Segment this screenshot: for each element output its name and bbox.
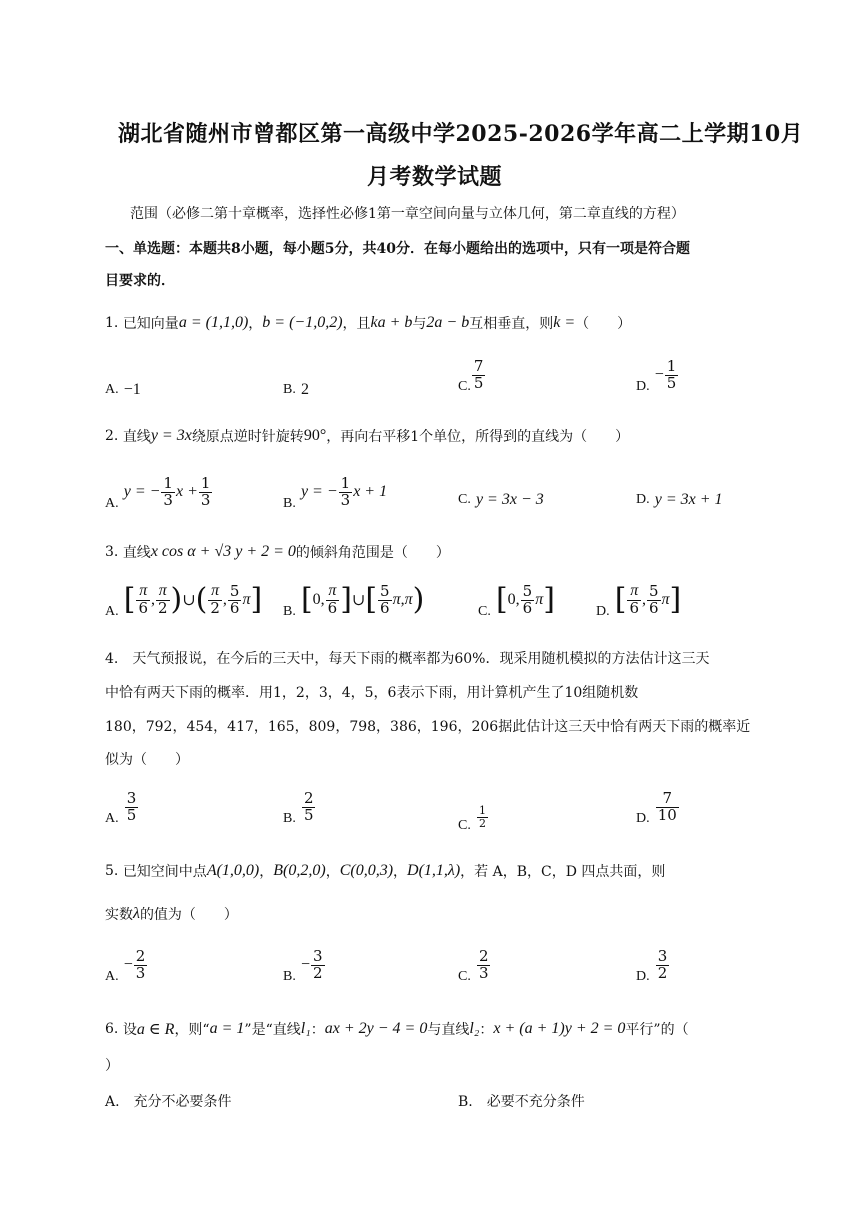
q2-option-b[interactable]: [283, 472, 387, 512]
q5-point-c: C(0,0,3): [339, 862, 394, 879]
q3-a-lb: [: [123, 582, 136, 617]
q1-option-d[interactable]: [636, 355, 679, 395]
q3-a-f2-num: π: [158, 582, 167, 600]
q1-option-d-fraction: [665, 356, 679, 392]
q5-option-a-label: A.: [105, 969, 119, 984]
q5-b-num: 3: [312, 946, 323, 965]
q3-b-pi-1: π: [392, 591, 401, 608]
q5-option-d[interactable]: [636, 945, 670, 985]
q2-option-d-value: y = 3x + 1: [654, 490, 723, 508]
q3-b-f1-num: π: [328, 582, 337, 600]
q1-number: 1.: [105, 315, 119, 331]
q6-text-3: ”是“直线: [244, 1022, 301, 1038]
q3-c-lb: [: [495, 582, 508, 617]
q5-c-den: 3: [478, 963, 489, 982]
q5-point-d: D(1,1,λ): [407, 862, 461, 879]
q2-a-f1-den: 3: [163, 490, 173, 509]
q6-line-1-eq: ax + 2y − 4 = 0: [324, 1020, 428, 1037]
q3-d-rb: ]: [669, 582, 682, 617]
q6-expr-2: a = 1: [209, 1020, 245, 1037]
q5-option-b[interactable]: [283, 945, 326, 985]
q3-a-cup: ∪: [182, 592, 196, 609]
q1-option-c[interactable]: [458, 355, 486, 395]
q5-option-c[interactable]: [458, 945, 491, 985]
q4-a-num: 3: [126, 788, 137, 807]
q3-b-f2: [378, 581, 392, 617]
q1-text-1: 已知向量: [122, 316, 179, 332]
q3-a-f4: [228, 581, 242, 617]
q1-text-3: 与: [412, 316, 427, 332]
q6-line-2-eq: x + (a + 1)y + 2 = 0: [493, 1020, 626, 1037]
q4-d-frac: [656, 788, 679, 824]
q2-a-frac-1: [161, 473, 175, 509]
q3-c-pi: π: [535, 591, 544, 608]
q2-a-f2-num: 1: [200, 473, 211, 492]
q4-option-c-label: C.: [458, 818, 471, 833]
q2-option-b-label: B.: [283, 496, 296, 511]
q3-option-a-label: A.: [105, 604, 119, 619]
q4-c-num: 1: [478, 803, 486, 817]
q6-colon-1: ：: [310, 1022, 325, 1038]
q4-b-den: 5: [303, 805, 314, 824]
q1-d-den: 5: [666, 373, 677, 392]
q5-option-b-label: B.: [283, 969, 296, 984]
question-2-stem: [105, 426, 629, 446]
q3-b-f1-den: 6: [327, 599, 338, 618]
q3-text-2: 的倾斜角范围是（ ）: [295, 545, 450, 561]
q1-text-4: 互相垂直，则: [469, 316, 554, 332]
q3-a-f4-den: 6: [229, 598, 240, 617]
q4-a-den: 5: [126, 805, 137, 824]
q3-a-f3-den: 2: [210, 599, 220, 618]
q2-equation: y = 3x: [150, 427, 192, 444]
q3-equation: x cos α + √3 y + 2 = 0: [150, 543, 296, 560]
q3-b-comma-1: ,: [320, 591, 325, 608]
q5-d-num: 3: [657, 946, 668, 965]
q6-line-1-name: l₁: [300, 1020, 311, 1037]
q6-line-2-name: l₂: [469, 1020, 480, 1037]
q3-option-d-label: D.: [596, 604, 610, 619]
q3-b-f2-num: 5: [380, 581, 390, 600]
q2-b-frac: [339, 473, 353, 509]
q5-a-num: 2: [135, 946, 146, 965]
q3-c-comma: ,: [515, 591, 520, 608]
q2-option-a-label: A.: [105, 496, 119, 511]
q6-text-2: ，则“: [174, 1022, 210, 1038]
q2-b-f-num: 1: [340, 473, 351, 492]
q5-option-c-label: C.: [458, 969, 471, 984]
question-5-stem: [105, 861, 665, 881]
q4-b-num: 2: [303, 788, 314, 807]
q5-text-2: ，若 A，B，C，D 四点共面，则: [460, 864, 666, 880]
q3-d-comma: ,: [641, 591, 646, 608]
q3-number: 3.: [105, 544, 119, 560]
q1-paren: （ ）: [575, 316, 632, 332]
q1-option-c-label: C.: [458, 379, 471, 394]
q1-option-b-value: 2: [300, 380, 309, 398]
q2-option-d-label: D.: [636, 491, 650, 507]
q3-d-f2-den: 6: [648, 598, 659, 617]
section-heading-line-1: 一、单选题：本题共8小题，每小题5分，共40分．在每小题给出的选项中，只有一项是符合题: [105, 241, 690, 257]
q1-option-a-value: −1: [123, 380, 141, 398]
q5-text-3: 实数: [105, 907, 133, 923]
q3-b-cup: ∪: [351, 592, 366, 609]
q4-option-d[interactable]: [636, 787, 680, 827]
q6-close-paren: ）: [105, 1058, 119, 1074]
q3-a-f3: [208, 583, 222, 617]
q1-c-den: 5: [473, 373, 484, 392]
q3-a-rb: ]: [250, 582, 263, 617]
q3-c-f1-num: 5: [522, 581, 533, 600]
q3-b-pi-2: π: [404, 591, 413, 608]
q3-option-c[interactable]: [478, 580, 555, 620]
q3-d-pi: π: [661, 591, 670, 608]
question-6-stem: [105, 1019, 689, 1039]
q5-b-sign: −: [300, 956, 310, 973]
q3-b-lb-1: [: [300, 582, 313, 617]
q4-b-frac: [302, 788, 316, 824]
q1-k: k =: [553, 314, 576, 331]
q5-point-a: A(1,0,0): [206, 862, 260, 879]
q3-a-rp: ): [170, 582, 183, 617]
q1-d-sign: −: [654, 366, 664, 383]
q2-option-a[interactable]: [105, 472, 213, 512]
q3-a-f1: [136, 583, 150, 617]
q3-b-rp: ): [412, 582, 425, 617]
q3-c-f1: [521, 581, 535, 617]
q5-a-frac: [134, 946, 148, 982]
title-line-1: 湖北省随州市曾都区第一高级中学2025-2026学年高二上学期10月: [118, 121, 804, 147]
q2-option-d[interactable]: [636, 490, 723, 509]
q1-expr-2: 2a − b: [426, 314, 470, 331]
q3-a-comma-1: ,: [150, 591, 155, 608]
q4-option-b-label: B.: [283, 811, 296, 826]
q3-a-pi: π: [242, 591, 251, 608]
q6-text-5: 平行”的（: [625, 1022, 689, 1038]
q5-option-d-label: D.: [636, 969, 650, 984]
q4-a-frac: [125, 788, 139, 824]
q5-b-frac: [311, 946, 325, 982]
q1-d-num: 1: [666, 356, 677, 375]
q3-b-lb-2: [: [365, 582, 378, 617]
q5-c-frac: [477, 946, 491, 982]
q3-d-lb: [: [614, 582, 627, 617]
q3-b-zero: 0: [312, 591, 321, 608]
q1-option-b-label: B.: [283, 381, 296, 397]
q1-expr-1: ka + b: [370, 314, 413, 331]
q3-d-f1-den: 6: [629, 599, 639, 618]
q3-b-f2-den: 6: [380, 598, 390, 617]
q4-line-1: 4. 天气预报说，在今后的三天中，每天下雨的概率都为60%．现采用随机模拟的方法估计这三天: [105, 651, 710, 667]
q2-number: 2.: [105, 428, 119, 444]
question-1-stem: [105, 313, 631, 333]
q5-point-b: B(0,2,0): [273, 862, 326, 879]
q2-angle: 90°: [303, 427, 327, 444]
q6-expr-1: a ∈ R: [136, 1021, 175, 1038]
q2-a-frac-2: [199, 473, 213, 509]
q3-a-f1-num: π: [139, 582, 148, 600]
q4-line-3: 180，792，454，417，165，809，798，386，196，206据此估计这三天中恰有两天下雨的概率近: [105, 719, 751, 735]
q1-c-num: 7: [473, 356, 484, 375]
q4-option-c[interactable]: [458, 800, 489, 834]
q3-b-comma-2: ,: [400, 591, 405, 608]
q1-text-2: ，且: [342, 316, 371, 332]
q3-b-f1: [326, 583, 340, 617]
q2-text-1: 直线: [122, 429, 151, 445]
q5-c-num: 2: [478, 946, 489, 965]
title-line-2: 月考数学试题: [367, 164, 503, 190]
q3-option-c-label: C.: [478, 604, 491, 619]
section-heading-line-2: 目要求的．: [105, 273, 175, 289]
q2-option-c[interactable]: [458, 490, 544, 509]
q4-c-frac: [477, 805, 488, 829]
q6-colon-2: ：: [479, 1022, 494, 1038]
q2-a-f2-den: 3: [200, 490, 211, 509]
q2-text-2: 绕原点逆时针旋转: [191, 429, 304, 445]
q3-a-f2-den: 2: [157, 599, 168, 618]
q5-option-a[interactable]: [105, 945, 148, 985]
q4-c-den: 2: [478, 816, 486, 830]
q3-a-comma-2: ,: [222, 591, 227, 608]
q4-option-d-label: D.: [636, 811, 650, 826]
q4-option-a-label: A.: [105, 811, 119, 826]
q3-b-rb-1: ]: [340, 582, 352, 617]
scope-note: 范围（必修二第十章概率，选择性必修1第一章空间向量与立体几何，第二章直线的方程）: [130, 206, 685, 222]
q3-option-d[interactable]: [596, 580, 681, 620]
q3-d-f1-num: π: [630, 582, 639, 600]
q2-option-c-label: C.: [458, 491, 471, 507]
q5-d-frac: [656, 946, 670, 982]
q3-a-f4-num: 5: [229, 581, 240, 600]
q5-lambda: λ: [133, 905, 140, 922]
q4-option-b[interactable]: [283, 787, 316, 827]
q1-vector-b: b = (−1,0,2): [262, 314, 343, 331]
q3-text-1: 直线: [122, 545, 151, 561]
q3-a-lp: (: [195, 582, 208, 617]
q5-text-4: 的值为（ ）: [139, 907, 238, 923]
q3-c-zero: 0: [507, 591, 516, 608]
q2-b-mid: x + 1: [353, 483, 388, 500]
q5-sep-1: ，: [259, 864, 274, 880]
q1-option-b[interactable]: [283, 380, 309, 399]
q4-d-den: 10: [657, 805, 677, 824]
q5-a-sign: −: [123, 956, 133, 973]
q6-option-a[interactable]: A. 充分不必要条件: [105, 1094, 232, 1110]
q5-d-den: 2: [657, 963, 668, 982]
question-3-stem: [105, 542, 450, 562]
question-5-stem-2: [105, 904, 238, 924]
q2-a-pre: y = −: [123, 483, 161, 500]
q2-text-3: ，再向右平移1个单位，所得到的直线为（ ）: [326, 429, 630, 445]
q3-a-f3-num: π: [211, 582, 220, 600]
q2-a-f1-num: 1: [163, 473, 173, 492]
q3-a-f2: [156, 583, 170, 617]
q6-text-1: 设: [122, 1022, 137, 1038]
q3-d-f2: [647, 581, 661, 617]
q3-option-a[interactable]: [105, 580, 262, 620]
q1-sep: ，: [248, 316, 263, 332]
q6-text-4: 与直线: [427, 1022, 470, 1038]
q2-b-f-den: 3: [340, 490, 351, 509]
q3-c-f1-den: 6: [522, 598, 533, 617]
q3-option-b[interactable]: [283, 580, 424, 620]
q5-sep-2: ，: [325, 864, 340, 880]
q4-d-num: 7: [662, 788, 673, 807]
q3-d-f1: [627, 583, 641, 617]
q1-vector-a: a = (1,1,0): [178, 314, 249, 331]
q1-option-a-label: A.: [105, 381, 119, 397]
q6-number: 6.: [105, 1021, 119, 1037]
q2-option-c-value: y = 3x − 3: [475, 490, 544, 508]
q3-d-f2-num: 5: [648, 581, 659, 600]
q2-a-mid: x +: [175, 483, 198, 500]
q5-text-1: 已知空间中点: [122, 864, 207, 880]
q1-option-d-label: D.: [636, 379, 650, 394]
q5-sep-3: ，: [393, 864, 408, 880]
q3-a-f1-den: 6: [138, 599, 148, 618]
q3-option-b-label: B.: [283, 604, 296, 619]
q4-line-2: 中恰有两天下雨的概率．用1，2，3，4，5，6表示下雨，用计算机产生了10组随机数: [105, 685, 639, 701]
q4-option-a[interactable]: [105, 787, 139, 827]
q5-a-den: 3: [135, 963, 146, 982]
q1-option-a[interactable]: [105, 380, 141, 399]
q3-c-rb: ]: [543, 582, 555, 617]
q1-option-c-fraction: [472, 356, 486, 392]
q4-line-4: 似为（ ）: [105, 752, 189, 768]
q5-number: 5.: [105, 863, 119, 879]
q6-option-b[interactable]: B. 必要不充分条件: [458, 1094, 585, 1110]
q5-b-den: 2: [312, 963, 323, 982]
q2-b-pre: y = −: [300, 483, 338, 500]
